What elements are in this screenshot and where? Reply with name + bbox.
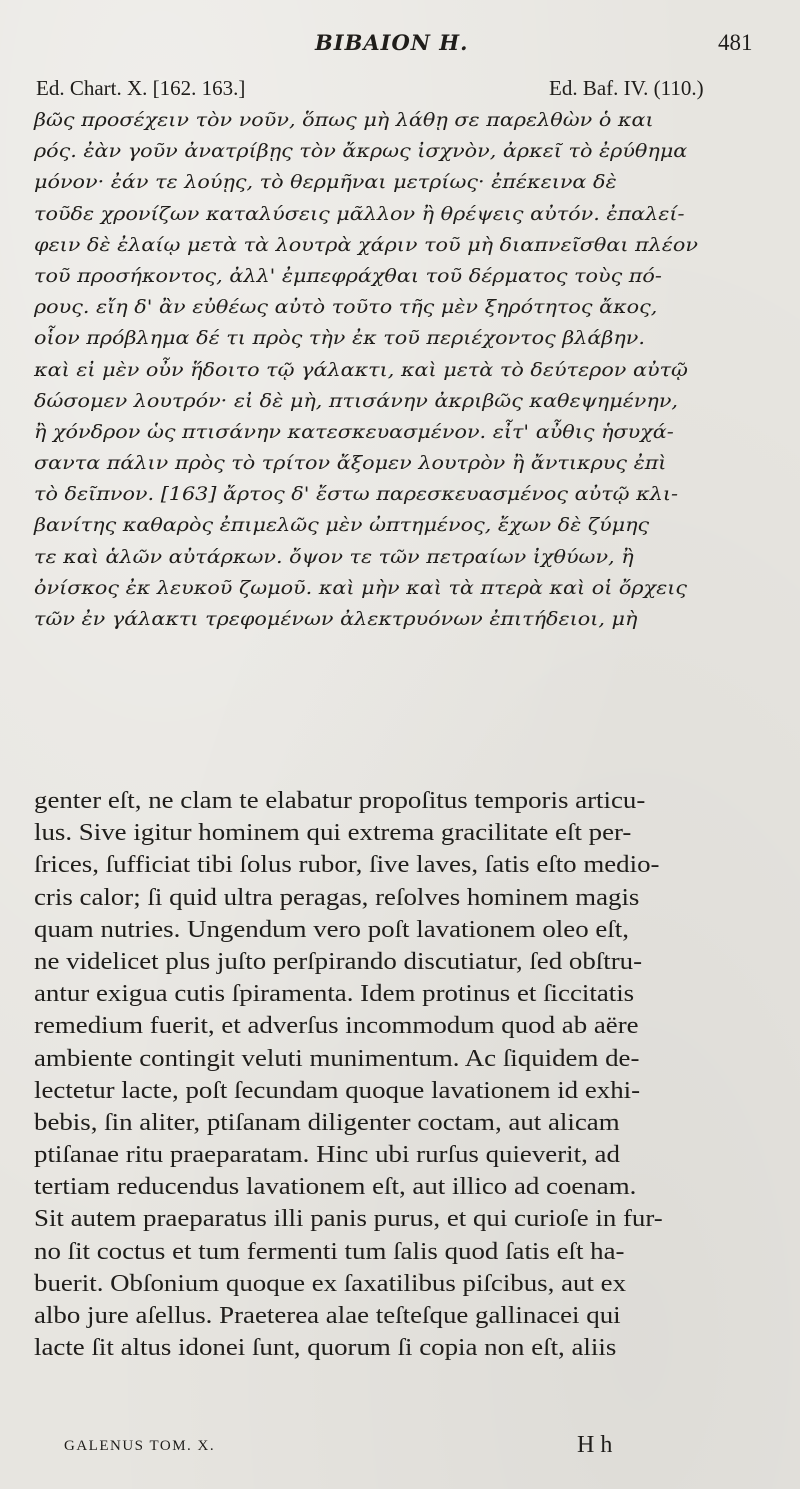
- greek-line: ὀνίσκος ἐκ λευκοῦ ζωμοῦ. καὶ μὴν καὶ τὰ πτερὰ καὶ οἱ ὄρχεις: [34, 577, 687, 599]
- edition-reference-line: [0, 76, 800, 104]
- greek-line: βῶς προσέχειν τὸν νοῦν, ὅπως μὴ λάθῃ σε παρελθὼν ὁ και: [34, 110, 654, 131]
- latin-translation-block: [34, 785, 774, 1364]
- latin-line: lacte ſit altus idonei ſunt, quorum ſi copia non eſt, aliis: [34, 1335, 617, 1362]
- latin-line: albo jure aſellus. Praeterea alae teſteſque gallinacei qui: [34, 1303, 621, 1329]
- greek-line: τε καὶ ἁλῶν αὐτάρκων. ὄψον τε τῶν πετραίων ἰχθύων, ἢ: [34, 546, 634, 568]
- greek-line: τοῦ προσήκοντος, ἀλλ' ἐμπεφράχθαι τοῦ δέρματος τοὺς πό-: [34, 265, 662, 287]
- latin-line: lectetur lacte, poſt ſecundam quoque lavationem id exhi-: [34, 1077, 641, 1104]
- latin-line: antur exigua cutis ſpiramenta. Idem protinus et ſiccitatis: [34, 981, 635, 1008]
- latin-line: Sit autem praeparatus illi panis purus, et qui curioſe in fur-: [34, 1206, 663, 1233]
- latin-line: no ſit coctus et tum fermenti tum ſalis quod ſatis eſt ha-: [34, 1238, 625, 1265]
- greek-line: δώσομεν λουτρόν· εἰ δὲ μὴ, πτισάνην ἀκριβῶς καθεψημένην,: [34, 390, 678, 412]
- greek-line: καὶ εἰ μὲν οὖν ἥδοιτο τῷ γάλακτι, καὶ μετὰ τὸ δεύτερον αὐτῷ: [34, 359, 688, 381]
- edition-chartier: Ed. Chart. X. [162. 163.]: [36, 76, 246, 100]
- greek-line: ρους. εἴη δ' ἂν εὐθέως αὐτὸ τοῦτο τῆς μὲν ξηρότητος ἄκος,: [34, 297, 658, 319]
- latin-line: ſrices, ſufficiat tibi ſolus rubor, ſive laves, ſatis eſto medio-: [34, 852, 660, 879]
- latin-line: buerit. Obſonium quoque ex ſaxatilibus piſcibus, aut ex: [34, 1270, 627, 1297]
- latin-line: bebis, ſin aliter, ptiſanam diligenter coctam, aut alicam: [34, 1109, 620, 1136]
- greek-line: τὸ δεῖπνον. [163] ἄρτος δ' ἔστω παρεσκευασμένος αὐτῷ κλι-: [34, 484, 678, 506]
- greek-line: ρός. ἐὰν γοῦν ἀνατρίβῃς τὸν ἄκρως ἰσχνὸν, ἀρκεῖ τὸ ἐρύθημα: [34, 141, 688, 163]
- signature-letters: H h: [577, 1432, 613, 1458]
- greek-line: οἷον πρόβλημα δέ τι πρὸς τὴν ἐκ τοῦ περιέχοντος βλάβην.: [34, 328, 645, 350]
- latin-line: cris calor; ſi quid ultra peragas, reſolves hominem magis: [34, 884, 640, 911]
- latin-line: lus. Sive igitur hominem qui extrema gracilitate eſt per-: [34, 820, 632, 847]
- greek-line: ἢ χόνδρον ὡς πτισάνην κατεσκευασμένον. εἶτ' αὖθις ἡσυχά-: [34, 421, 674, 443]
- running-head: [0, 30, 800, 60]
- latin-line: genter eſt, ne clam te elabatur propoſitus temporis articu-: [34, 788, 646, 814]
- edition-basel: Ed. Baf. IV. (110.): [549, 76, 704, 100]
- greek-line: τοῦδε χρονίζων καταλύσεις μᾶλλον ἢ θρέψεις αὐτόν. ἐπαλεί-: [34, 203, 685, 225]
- greek-line: τῶν ἐν γάλακτι τρεφομένων ἀλεκτρυόνων ἐπιτήδειοι, μὴ: [34, 609, 638, 630]
- page-footer: [0, 1432, 800, 1462]
- greek-line: σαντα πάλιν πρὸς τὸ τρίτον ἄξομεν λουτρὸν ἢ ἄντικρυς ἐπὶ: [34, 453, 667, 475]
- latin-line: ne videlicet plus juſto perſpirando discutiatur, ſed obſtru-: [34, 948, 643, 975]
- page-number: 481: [718, 30, 753, 55]
- book-title: BIBAION H.: [315, 30, 469, 55]
- greek-line: φειν δὲ ἐλαίῳ μετὰ τὰ λουτρὰ χάριν τοῦ μὴ διαπνεῖσθαι πλέον: [34, 234, 698, 256]
- latin-line: ptiſanae ritu praeparatam. Hinc ubi rurſus quieverit, ad: [34, 1142, 620, 1169]
- greek-line: μόνον· ἐάν τε λούῃς, τὸ θερμῆναι μετρίως· ἐπέκεινα δὲ: [34, 172, 617, 194]
- signature-mark: GALENUS TOM. X.: [64, 1438, 216, 1454]
- latin-line: remedium fuerit, et adverſus incommodum quod ab aëre: [34, 1013, 639, 1040]
- latin-line: ambiente contingit veluti munimentum. Ac ſiquidem de-: [34, 1045, 640, 1072]
- latin-line: tertiam reducendus lavationem eſt, aut illico ad coenam.: [34, 1174, 637, 1201]
- greek-line: βανίτης καθαρὸς ἐπιμελῶς μὲν ὠπτημένος, ἔχων δὲ ζύμης: [34, 515, 650, 537]
- latin-line: quam nutries. Ungendum vero poſt lavationem oleo eſt,: [34, 916, 629, 943]
- greek-text-block: [34, 105, 774, 635]
